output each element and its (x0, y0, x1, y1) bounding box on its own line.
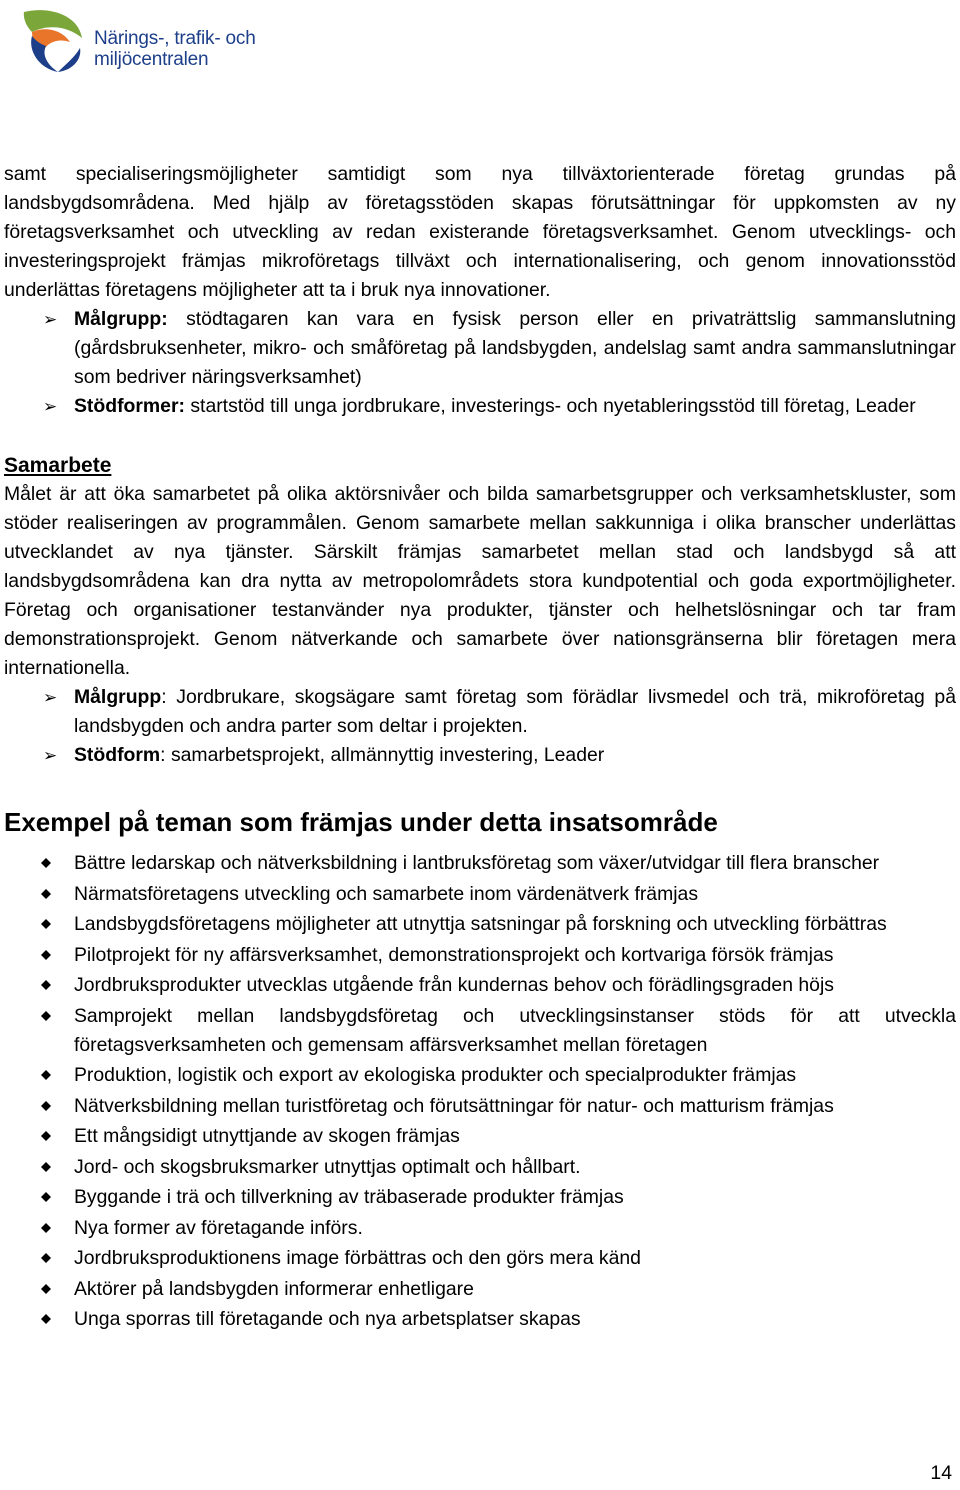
list-item (4, 1122, 956, 1151)
arrow-bullet-icon: ➢ (43, 688, 58, 707)
list-item (4, 941, 956, 970)
list-item (4, 305, 956, 392)
list-item (4, 849, 956, 878)
diamond-bullet-icon (41, 1314, 51, 1324)
ely-logo-icon (18, 8, 88, 74)
list-item-text: Nätverksbildning mellan turistföretag och förutsättningar för natur- och matturism främjas (74, 1094, 834, 1117)
list-item (4, 910, 956, 939)
diamond-bullet-icon (41, 1192, 51, 1202)
intro-paragraph: samt specialiseringsmöjligheter samtidigt som nya tillväxtorienterade företag grundas på landsbygdsområdena. Med hjälp av företagsstöden skapas förutsättningar för uppkomsten av ny företagsverksamhet och utveckling av redan existerande företagsverksamhet. Genom utvecklings- och investeringsprojekt främjas mikroföretags tillväxt och internationalisering, och genom innovationsstöd underlättas företagens möjligheter att ta i bruk nya innovationer. (4, 163, 956, 301)
list-item-text: Bättre ledarskap och nätverksbildning i lantbruksföretag som växer/utvidgar till flera branscher (74, 852, 880, 874)
list-item-text: Jordbruksprodukter utvecklas utgående från kundernas behov och förädlingsgraden höjs (74, 974, 834, 996)
arrow-bullet-icon: ➢ (43, 397, 58, 416)
diamond-bullet-icon (41, 950, 51, 960)
list-item (4, 1153, 956, 1182)
bullet-label: Målgrupp: (74, 308, 168, 330)
samarbete-paragraph: Målet är att öka samarbetet på olika aktörsnivåer och bilda samarbetsgrupper och verksamhetskluster, som stöder realiseringen av programmålen. Genom samarbete mellan sakkunniga i olika branscher underlättas utvecklandet av nya tjänster. Särskilt främjas samarbetet mellan stad och landsbygd så att landsbygdsområdena kan dra nytta av metropolområdets stora kundpotential och goda exportmöjligheter. Företag och organisationer testanvänder nya produkter, tjänster och helhetslösningar och tar fram demonstrationsprojekt. Genom nätverkande och samarbete över nationsgränserna blir företagen mera internationella. (4, 483, 956, 679)
arrow-bullet-icon: ➢ (43, 746, 58, 765)
list-item (4, 1002, 956, 1060)
list-item (4, 1305, 956, 1334)
list-item-text: Pilotprojekt för ny affärsverksamhet, demonstrationsprojekt och kortvariga försök främjas (74, 943, 834, 966)
list-item-text: Jordbruksproduktionens image förbättras och den görs mera känd (74, 1247, 641, 1269)
list-item (4, 1244, 956, 1273)
list-item-text: Närmatsföretagens utveckling och samarbete inom värdenätverk främjas (74, 882, 699, 905)
samarbete-heading: Samarbete (4, 454, 112, 477)
list-item-text: Byggande i trä och tillverkning av träbaserade produkter främjas (74, 1186, 624, 1208)
ely-logo (18, 8, 278, 74)
bullet-label: Stödform (74, 744, 161, 766)
list-item-text: Ett mångsidigt utnyttjande av skogen främjas (74, 1125, 460, 1147)
diamond-bullet-icon (41, 889, 51, 899)
list-item (4, 683, 956, 741)
logo-line-2: miljöcentralen (94, 49, 209, 70)
diamond-bullet-icon (41, 1253, 51, 1263)
diamond-bullet-icon (41, 858, 51, 868)
arrow-bullet-icon: ➢ (43, 310, 58, 329)
section1-bullet-list (4, 305, 956, 421)
list-item-text: Unga sporras till företagande och nya arbetsplatser skapas (74, 1308, 581, 1330)
list-item (4, 971, 956, 1000)
list-item-text: Samprojekt mellan landsbygdsföretag och utvecklingsinstanser stöds för att utveckla företagsverksamheten och gemensam affärsverksamhet mellan företagen (74, 1004, 956, 1056)
bullet-label: Stödformer: (74, 395, 185, 417)
diamond-bullet-icon (41, 1011, 51, 1021)
diamond-bullet-icon (41, 1131, 51, 1141)
page-number: 14 (930, 1462, 952, 1484)
bullet-text: : Jordbrukare, skogsägare samt företag som förädlar livsmedel och trä, mikroföretag på landsbygden och andra parter som deltar i projekten. (74, 686, 956, 737)
diamond-bullet-icon (41, 1070, 51, 1080)
bullet-text: stödtagaren kan vara en fysisk person eller en privaträttslig sammanslutning (gårdsbruksenheter, mikro- och småföretag på landsbygden, andelslag samt andra sammanslutningar som bedriver näringsverksamhet) (74, 308, 956, 388)
list-item-text: Produktion, logistik och export av ekologiska produkter och specialprodukter främjas (74, 1064, 797, 1086)
bullet-text: : samarbetsprojekt, allmännyttig investering, Leader (160, 744, 605, 766)
diamond-bullet-icon (41, 1284, 51, 1294)
diamond-bullet-icon (41, 1101, 51, 1111)
examples-list (4, 849, 956, 1334)
list-item-text: Landsbygdsföretagens möjligheter att utnyttja satsningar på forskning och utveckling förbättras (74, 913, 887, 935)
diamond-bullet-icon (41, 980, 51, 990)
document-body (4, 160, 956, 1336)
list-item (4, 392, 956, 421)
examples-heading: Exempel på teman som främjas under detta insatsområde (4, 807, 718, 837)
list-item (4, 1275, 956, 1304)
list-item-text: Nya former av företagande införs. (74, 1216, 363, 1239)
bullet-label: Målgrupp (74, 686, 162, 708)
list-item (4, 1183, 956, 1212)
list-item (4, 1214, 956, 1243)
bullet-text: startstöd till unga jordbrukare, investerings- och nyetableringsstöd till företag, Leader (184, 395, 916, 417)
list-item (4, 1061, 956, 1090)
list-item-text: Jord- och skogsbruksmarker utnyttjas optimalt och hållbart. (74, 1155, 581, 1178)
logo-line-1: Närings-, trafik- och (94, 28, 256, 49)
samarbete-bullet-list (4, 683, 956, 770)
list-item (4, 741, 956, 770)
list-item-text: Aktörer på landsbygden informerar enhetligare (74, 1277, 474, 1300)
list-item (4, 1092, 956, 1121)
diamond-bullet-icon (41, 919, 51, 929)
list-item (4, 880, 956, 909)
diamond-bullet-icon (41, 1162, 51, 1172)
diamond-bullet-icon (41, 1223, 51, 1233)
